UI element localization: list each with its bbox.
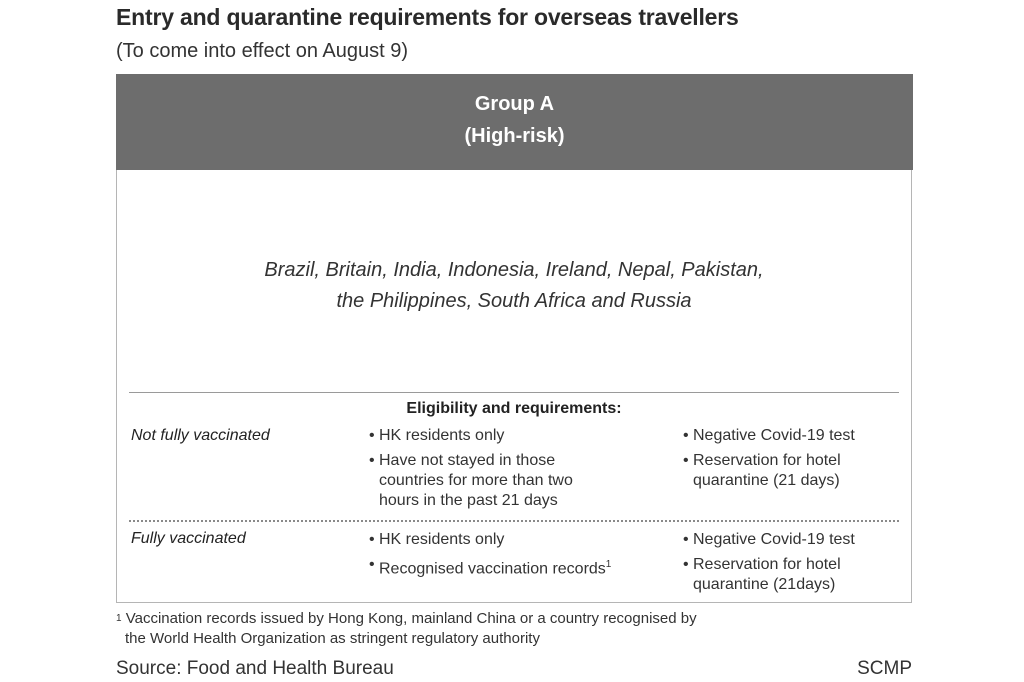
group-name: Group A xyxy=(474,93,555,115)
bullet-icon: • xyxy=(369,531,375,548)
eligibility-item: HK residents only xyxy=(379,531,505,548)
list-item xyxy=(369,426,609,446)
row-divider xyxy=(129,520,899,522)
section-divider xyxy=(129,392,899,393)
bullet-icon: • xyxy=(369,427,375,444)
eligibility-list-fully-vaccinated xyxy=(369,530,659,584)
requirement-item: Negative Covid-19 test xyxy=(693,531,855,548)
requirement-item: Reservation for hotel quarantine (21days) xyxy=(693,556,841,593)
publisher-logo: SCMP xyxy=(857,658,912,679)
requirements-list-not-fully-vaccinated xyxy=(683,426,893,496)
requirements-list-fully-vaccinated xyxy=(683,530,893,600)
country-list-line-1: Brazil, Britain, India, Indonesia, Ireland, Nepal, Pakistan, xyxy=(264,259,764,281)
bullet-icon: • xyxy=(683,452,689,469)
bullet-icon: • xyxy=(369,556,375,573)
eligibility-item: HK residents only xyxy=(379,427,505,444)
country-list-line-2: the Philippines, South Africa and Russia xyxy=(336,290,692,312)
list-item xyxy=(369,555,659,579)
list-item xyxy=(683,530,893,550)
group-risk-level: (High-risk) xyxy=(464,125,565,147)
group-panel xyxy=(116,74,912,603)
list-item xyxy=(683,555,893,595)
eligibility-heading: Eligibility and requirements: xyxy=(406,400,622,417)
footnote xyxy=(116,609,816,649)
eligibility-item: Have not stayed in those countries for more than two hours in the past 21 days xyxy=(379,452,573,509)
bullet-icon: • xyxy=(683,556,689,573)
bullet-icon: • xyxy=(683,427,689,444)
eligibility-list-not-fully-vaccinated xyxy=(369,426,609,516)
source-credit: Source: Food and Health Bureau xyxy=(116,658,394,679)
list-item xyxy=(369,451,609,511)
bullet-icon: • xyxy=(683,531,689,548)
footnote-number: 1 xyxy=(116,613,122,624)
country-list xyxy=(117,255,911,317)
page-subtitle: (To come into effect on August 9) xyxy=(116,40,409,62)
bullet-icon: • xyxy=(369,452,375,469)
footnote-line-1 xyxy=(116,609,816,629)
list-item xyxy=(369,530,659,550)
eligibility-item: Recognised vaccination records xyxy=(379,560,606,578)
list-item xyxy=(683,451,893,491)
list-item xyxy=(683,426,893,446)
footnote-line-2: the World Health Organization as stringent regulatory authority xyxy=(125,630,540,647)
footnote-marker: 1 xyxy=(605,559,612,570)
group-header xyxy=(116,74,913,170)
requirement-item: Negative Covid-19 test xyxy=(693,427,855,444)
footnote-text-1: Vaccination records issued by Hong Kong, mainland China or a country recognised by xyxy=(125,610,697,627)
row-label-not-fully-vaccinated: Not fully vaccinated xyxy=(131,427,270,444)
requirement-item: Reservation for hotel quarantine (21 days) xyxy=(693,452,841,489)
page-title: Entry and quarantine requirements for overseas travellers xyxy=(116,4,739,30)
row-label-fully-vaccinated: Fully vaccinated xyxy=(131,530,246,547)
